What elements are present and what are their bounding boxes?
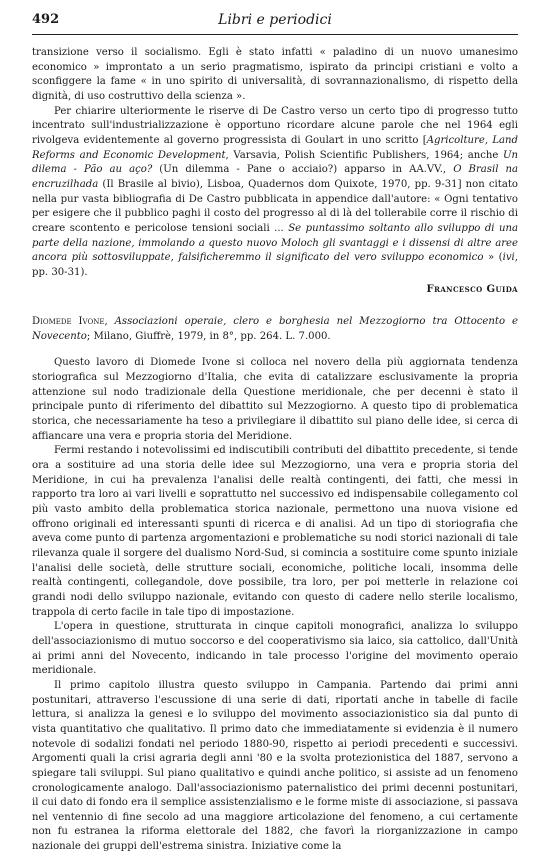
review1-paragraph-2 — [32, 105, 518, 281]
page-header — [32, 12, 518, 35]
text-run: , Varsavia, Polish Scientific Publishers, 1964; anche — [225, 149, 503, 161]
text-run: » ( — [483, 252, 503, 264]
book-title: Agricolture, Land Reforms and Economic Development — [32, 134, 519, 161]
page-number: 492 — [32, 12, 60, 27]
text-run: , pp. 30-31). — [32, 252, 519, 278]
reviewer-signature: Francesco Guida — [426, 283, 518, 295]
book-title: Associazioni operaie, clero e borghesia nel Mezzogiorno tra Ottocento e Novecento — [32, 316, 518, 342]
running-title: Libri e periodici — [218, 12, 332, 28]
review2-paragraph-4: Il primo capitolo illustra questo sviluppo in Campania. Partendo dai primi anni postunitari, attraverso l'escussione di una serie di dati, riportati anche in tabelle di facile lettura, si analizza la genesi e lo sviluppo del movimento associazionistico sia dal punto di vista quantitativo che qualitativo. Il primo dato che immediatamente si evidenzia è il numero notevole di sodalizi fondati nel periodo 1880-90, rispetto ai periodi precedenti e successivi. Argomenti quali la crisi agraria degli anni '80 e la svolta protezionistica del 1887, servono a spiegare tali sviluppi. Sul piano qualitativo e quindi anche politico, si assiste ad un fenomeno cronologicamente analogo. Dall'associazionismo paternalistico dei primi decenni postunitari, il cui dato di fondo era il semplice assistenzialismo e le forme miste di associazione, si passava nel ventennio di fine secolo ad una maggiore articolazione del fenomeno, a cui certamente non fu estranea la riforma elettorale del 1882, che favorì la riorganizzazione in campo nazionale dei gruppi dell'estrema sinistra. Iniziative come la — [32, 679, 518, 853]
review2-paragraph-3: L'opera in questione, strutturata in cinque capitoli monografici, analizza lo sviluppo dell'associazionismo di mutuo soccorso e del cooperativismo sia laico, sia cattolico, dall'Unità ai primi anni del Novecento, indicando in tale processo l'origine del movimento operaio meridionale. — [32, 621, 518, 677]
text-run: (Il Brasile al bivio), Lisboa, Quadernos dom Quixote, 1970, pp. 9-31] non citato nella pur vasta bibliografia di De Castro pubblicata in appendice dall'autore: « Ogni tentativo per esigere che il pubblico paghi il costo del progresso al di là del tollerabile corre il rischio di creare scontento e pericolose tensioni sociali ... — [32, 178, 518, 234]
review1-paragraph-1: transizione verso il socialismo. Egli è stato infatti « paladino di un nuovo umanesimo economico » improntato a un serio pragmatismo, ispirato da principi cristiani e volto a sconfiggere la fame « in uno spirito di universalità, di sovrannazionalismo, di rispetto della dignità, di uso costruttivo della scienza ». — [32, 47, 518, 102]
review2-heading: Diomede Ivone, Associazioni operaie, clero e borghesia nel Mezzogiorno tra Ottocento e Novecento; Milano, Giuffrè, 1979, in 8°, pp. 264. L. 7.000. — [32, 316, 518, 342]
text-run: (Un dilemma - Pane o acciaio?) apparso in AA.VV., — [152, 164, 454, 176]
review2-paragraph-1: Questo lavoro di Diomede Ivone si colloca nel novero della più aggiornata tendenza storiografica sul Mezzogiorno d'Italia, che evita di catalizzare esclusivamente la propria attenzione sul nodo tradizionale della Questione meridionale, che per decenni è stato il principale punto di riferimento del dibattito sul Mezzogiorno. A questo tipo di problematica storica, che necessariamente ha teso a privilegiare il dibattito sul piano delle idee, si cerca di affiancare una vera e propria storia del Meridione. — [32, 357, 518, 442]
text-run: Per chiarire ulteriormente le riserve di De Castro verso un certo tipo di progresso tutto incentrato sull'industrializzazione è opportuno ricordare alcune parole che nel 1964 egli rivolgeva evidentemente al governo progressista di Goulart in uno scritto [ — [32, 105, 518, 146]
ivi-reference: ivi — [502, 252, 515, 264]
review2-paragraph-2: Fermi restando i notevolissimi ed indiscutibili contributi del dibattito precedente, si tende ora a sostituire ad una storia delle idee sul Mezzogiorno, una vera e propria storia del Meridione, in cui ha prevalenza l'analisi delle realtà contingenti, dei fatti, che messi in rapporto tra loro ai vari livelli e soprattutto nel successivo ed indispensabile collegamento col più vasto ambito della problematica storica nazionale, permettono una nuova visione ed offrono originali ed interessanti spunti di ricerca e di analisi. Ad un tipo di storiografia che aveva come punto di partenza argomentazioni e problematiche su nodi storici nazionali di tale rilevanza quale il sorgere del dualismo Nord-Sud, si comincia a sostituire come spunto iniziale l'analisi delle società, delle strutture sociali, economiche, politiche locali, insomma delle realtà contingenti, collegandole, dove possibile, tra loro, per poi metterle in relazione coi grandi nodi dello sviluppo nazionale, evitando con questo di cadere nello sterile localismo, trappola di certo facile in tale tipo di impostazione. — [32, 445, 518, 618]
book-author: Diomede Ivone — [32, 316, 105, 328]
page-body — [32, 46, 518, 855]
book-title: Un dilema - Pão au aço? — [32, 149, 519, 176]
publication-info: ; Milano, Giuffrè, 1979, in 8°, pp. 264. L. 7.000. — [86, 330, 331, 342]
book-title: O Brasil na encruzilhada — [32, 164, 518, 190]
italic-quote: Se puntassimo soltanto allo sviluppo di una parte della nazione, immolando a questo nuovo Moloch gli svantaggi e i dissensi di altre aree ancora più sottosviluppate, falsificheremmo il significato del vero sviluppo economico — [32, 222, 518, 264]
